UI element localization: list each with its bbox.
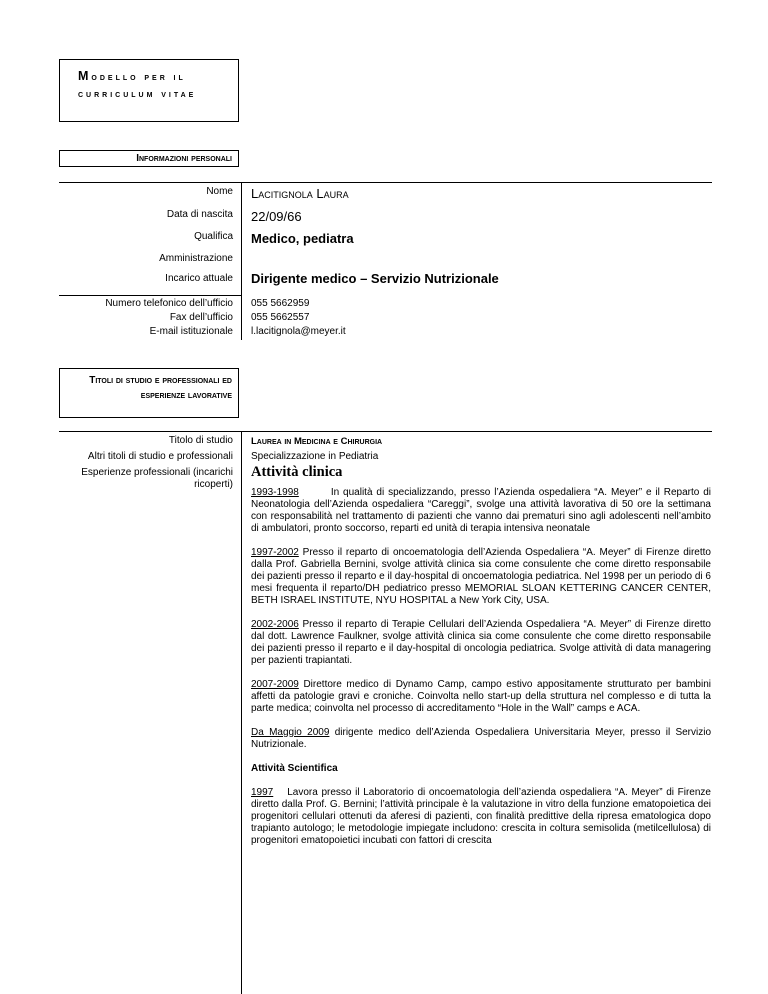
experience-item <box>251 487 711 535</box>
table-top-rule-2 <box>59 431 712 432</box>
label-amministrazione: Amministrazione <box>159 253 233 264</box>
label-altri-titoli: Altri titoli di studio e professionali <box>87 451 233 462</box>
value-nome: Lacitignola Laura <box>251 186 349 201</box>
column-divider <box>241 182 242 340</box>
experience-text: dirigente medico dell’Azienda Ospedaliera Universitaria Meyer, presso il Servizio Nutrizionale. <box>251 727 712 750</box>
value-incarico: Dirigente medico – Servizio Nutrizionale <box>251 271 499 286</box>
heading-attivita-clinica: Attività clinica <box>251 464 343 480</box>
label-esperienze: Esperienze professionali (incarichi ricoperti) <box>81 467 233 490</box>
cv-title-box <box>59 59 239 122</box>
label-data-nascita: Data di nascita <box>166 209 233 220</box>
scientific-item <box>251 787 711 847</box>
cv-title-line-1: Modello per il <box>78 69 186 83</box>
scientific-text: Lavora presso il Laboratorio di oncoematologia dell’azienda ospedaliera “A. Meyer” di Firenze diretto dalla Prof. G. Bernini; l’attività principale è la valutazione in vitro della funzione ematopoietica dei progenitori cellulari ottenuti da aferesi di pazienti, con finalità predittive della ripresa ematologica dopo trapianto autologo; le metodologie impiegate includono: crescita in coltura semisolida (metilcellulosa) di progenitori ematopoietici incubati con fattori di crescita <box>251 787 711 846</box>
experience-period: 1997-2002 <box>251 547 299 558</box>
experience-item <box>251 679 711 715</box>
value-email: l.lacitignola@meyer.it <box>251 326 346 337</box>
value-telefono: 055 5662959 <box>251 298 310 309</box>
experience-period: Da Maggio 2009 <box>251 727 330 738</box>
label-titolo-studio: Titolo di studio <box>168 435 233 446</box>
titles-section-title: Titoli di studio e professionali ed esperienze lavorative <box>59 368 239 418</box>
experience-item <box>251 547 711 607</box>
experience-text: Presso il reparto di oncoematologia dell’Azienda Ospedaliera “A. Meyer” di Firenze diretto dalla Prof. Gabriella Bernini, svolge attività clinica sia come consulente che come diretto responsabile dei pazienti presso il reparto e il day-hospital di oncoematologia pediatrica. Nel 1998 per un periodo di 6 mesi frequenta il reparto/DH pediatrico presso MEMORIAL SLOAN KETTERING CANCER CENTER, BETH ISRAEL INSTITUTE, NYU HOSPITAL a New York City, USA. <box>251 547 711 606</box>
label-qualifica: Qualifica <box>194 231 233 242</box>
column-divider-2 <box>241 431 242 994</box>
scientific-period: 1997 <box>251 787 274 798</box>
value-altri-titoli: Specializzazione in Pediatria <box>251 451 379 462</box>
label-nome: Nome <box>206 186 233 197</box>
value-fax: 055 5662557 <box>251 312 310 323</box>
experience-period: 2007-2009 <box>251 679 299 690</box>
scientific-heading: Attività Scientifica <box>251 763 338 774</box>
value-titolo-studio: Laurea in Medicina e Chirurgia <box>251 436 383 447</box>
label-incarico: Incarico attuale <box>165 273 233 284</box>
personal-section-title: Informazioni personali <box>59 150 239 167</box>
table-group-rule <box>59 295 241 296</box>
value-data-nascita: 22/09/66 <box>251 209 302 224</box>
experience-period: 1993-1998 <box>251 487 299 498</box>
experience-text: Presso il reparto di Terapie Cellulari dell’Azienda Ospedaliera “A. Meyer” di Firenze diretto dal dott. Lawrence Faulkner, svolge attività clinica sia come consulente che come diretto responsabile dei pazienti presso il reparto e il day-hospital di oncologia pediatrica. Svolge attività di data managering per pazienti trapiantati. <box>251 619 711 666</box>
experience-list <box>251 487 711 847</box>
label-fax: Fax dell’ufficio <box>169 312 233 323</box>
experience-text: In qualità di specializzando, presso l’Azienda ospedaliera “A. Meyer” e il Reparto di Neonatologia dell’Azienda ospedaliera “Careggi”, svolge una attività lavorativa di 50 ore la settimana con responsabilità nel trattamento di pazienti che vanno dai prematuri sino agli adolescenti nell’ambito di ambulatori, pronto soccorso, reparti ed unità di terapia intensiva neonatale <box>251 487 711 534</box>
value-qualifica: Medico, pediatra <box>251 231 354 246</box>
experience-period: 2002-2006 <box>251 619 299 630</box>
label-telefono: Numero telefonico dell’ufficio <box>105 298 233 309</box>
experience-text: Direttore medico di Dynamo Camp, campo estivo appositamente strutturato per bambini affetti da patologie gravi e croniche. Coinvolta nello start-up della struttura nel complesso e di tutta la parte medica; coinvolta nel processo di accreditamento “Hole in the Wall” camps e ACA. <box>251 679 711 714</box>
cv-title-line-2: curriculum vitae <box>78 89 197 100</box>
table-top-rule <box>59 182 712 183</box>
label-email: E-mail istituzionale <box>149 326 233 337</box>
experience-item <box>251 619 711 667</box>
experience-item <box>251 727 711 751</box>
